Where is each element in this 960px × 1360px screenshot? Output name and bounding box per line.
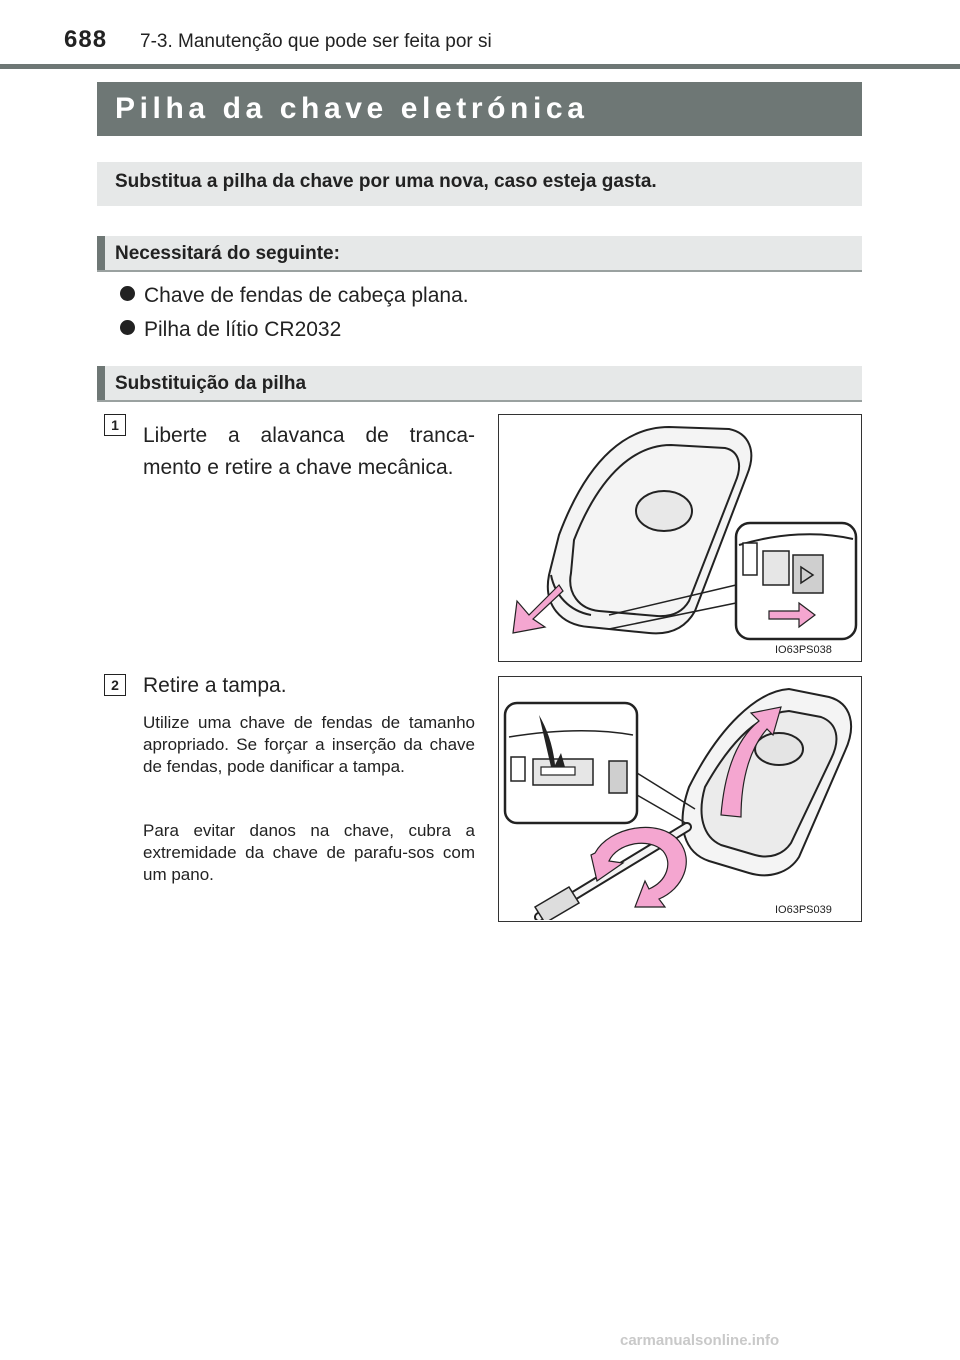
section-title: 7-3. Manutenção que pode ser feita por si [140,31,492,52]
step-2-note-2: Para evitar danos na chave, cubra a extremidade da chave de parafu-sos com um pano. [143,821,475,884]
figure-code: IO63PS038 [775,644,832,656]
step-2-text: Retire a tampa. [143,674,287,697]
bullet-dot-icon [120,286,135,301]
figure-remove-cover [498,676,862,922]
key-fob-illustration [499,415,860,660]
page-title: Pilha da chave eletrónica [115,92,589,125]
header-rule [0,64,960,69]
list-item-text: Pilha de lítio CR2032 [144,318,342,341]
list-item [120,318,341,342]
bullet-dot-icon [120,320,135,335]
replacement-heading [97,366,862,402]
intro-text: Substitua a pilha da chave por uma nova, caso esteja gasta. [115,171,657,192]
figure-code: IO63PS039 [775,904,832,916]
requirements-heading-text: Necessitará do seguinte: [115,243,340,264]
list-item-text: Chave de fendas de cabeça plana. [144,284,469,307]
title-band [97,82,862,136]
figure-key-unlock [498,414,862,662]
requirements-heading [97,236,862,272]
step-1-text [143,420,475,484]
step-1-line-2: mento e retire a chave mecânica. [143,456,454,479]
step-1-line-1: Liberte a alavanca de tranca- [143,424,475,447]
replacement-heading-text: Substituição da pilha [115,373,307,394]
step-number-badge: 1 [104,414,126,436]
watermark: carmanualsonline.info [620,1332,780,1349]
step-2-note-1: Utilize uma chave de fendas de tamanho apropriado. Se forçar a inserção da chave de fendas, pode danificar a tampa. [143,713,475,776]
cover-removal-illustration [499,677,860,920]
list-item [120,284,469,308]
step-number-badge: 2 [104,674,126,696]
intro-box [97,162,862,206]
page-number: 688 [64,26,108,53]
